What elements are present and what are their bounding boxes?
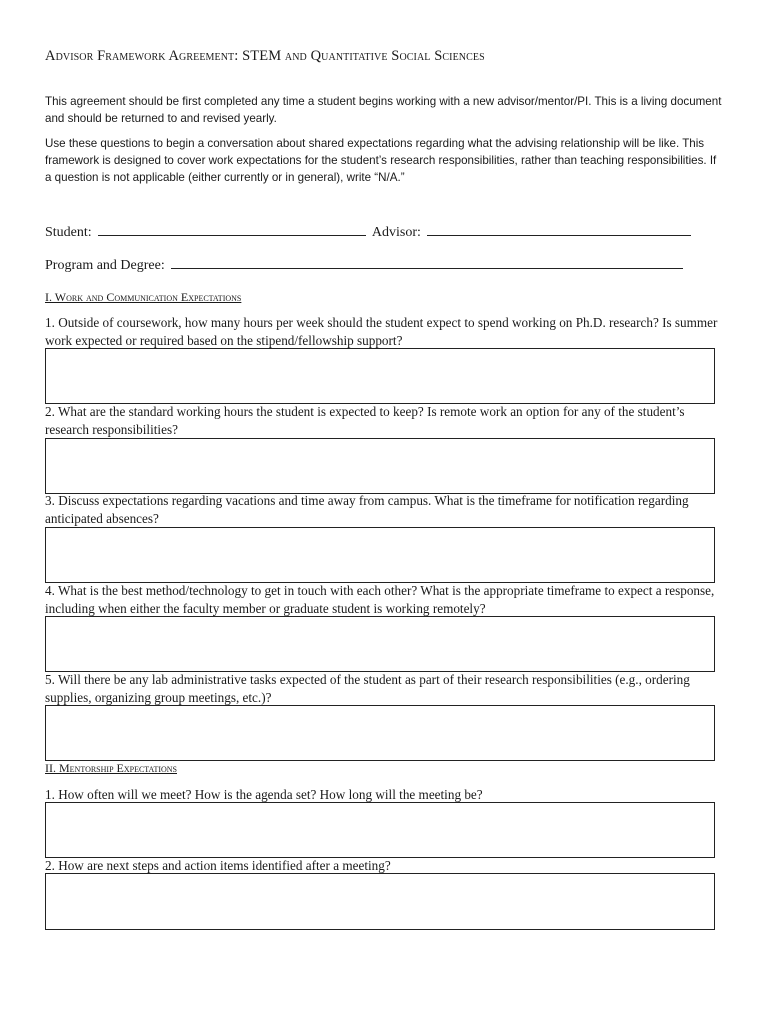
student-name-field[interactable] [98,222,366,236]
question-1-4: 4. What is the best method/technology to get in touch with each other? What is the appropriate timeframe to expect a response, including when either the faculty member or graduate student is working remotely? [45,583,715,616]
intro-paragraph-1: This agreement should be first completed any time a student begins working with a new advisor/mentor/PI. This is a living document and should be returned to and revised yearly. [45,95,722,125]
answer-box-1-1[interactable] [45,348,715,404]
advisor-name-field[interactable] [427,222,691,236]
program-label: Program and Degree: [45,258,165,273]
document-title: Advisor Framework Agreement: STEM and Quantitative Social Sciences [45,48,485,64]
question-1-5: 5. Will there be any lab administrative tasks expected of the student as part of their research responsibilities (e.g., ordering supplies, organizing group meetings, etc.)? [45,672,690,705]
answer-box-1-2[interactable] [45,438,715,494]
intro-paragraph-2: Use these questions to begin a conversation about shared expectations regarding what the advising relationship will be like. This framework is designed to cover work expectations for the student’s research responsibilities, rather than teaching responsibilities. If a question is not applicable (either currently or in general), write “N/A.” [45,137,717,184]
student-label: Student: [45,225,92,240]
section-heading-work-communication: I. Work and Communication Expectations [45,290,242,304]
answer-box-1-5[interactable] [45,705,715,761]
answer-box-1-4[interactable] [45,616,715,672]
question-1-3: 3. Discuss expectations regarding vacations and time away from campus. What is the timeframe for notification regarding anticipated absences? [45,493,689,526]
question-2-2: 2. How are next steps and action items identified after a meeting? [45,858,391,873]
program-row [45,255,686,275]
answer-box-1-3[interactable] [45,527,715,583]
answer-box-2-1[interactable] [45,802,715,858]
program-degree-field[interactable] [171,255,683,269]
advisor-label: Advisor: [371,225,421,240]
answer-box-2-2[interactable] [45,873,715,930]
student-advisor-row [45,222,694,242]
question-1-1: 1. Outside of coursework, how many hours per week should the student expect to spend working on Ph.D. research? Is summer work expected or required based on the stipend/fellowship support? [45,315,718,348]
question-2-1: 1. How often will we meet? How is the agenda set? How long will the meeting be? [45,787,483,802]
section-heading-mentorship: II. Mentorship Expectations [45,761,177,775]
question-1-2: 2. What are the standard working hours the student is expected to keep? Is remote work an option for any of the student’s research responsibilities? [45,404,685,437]
